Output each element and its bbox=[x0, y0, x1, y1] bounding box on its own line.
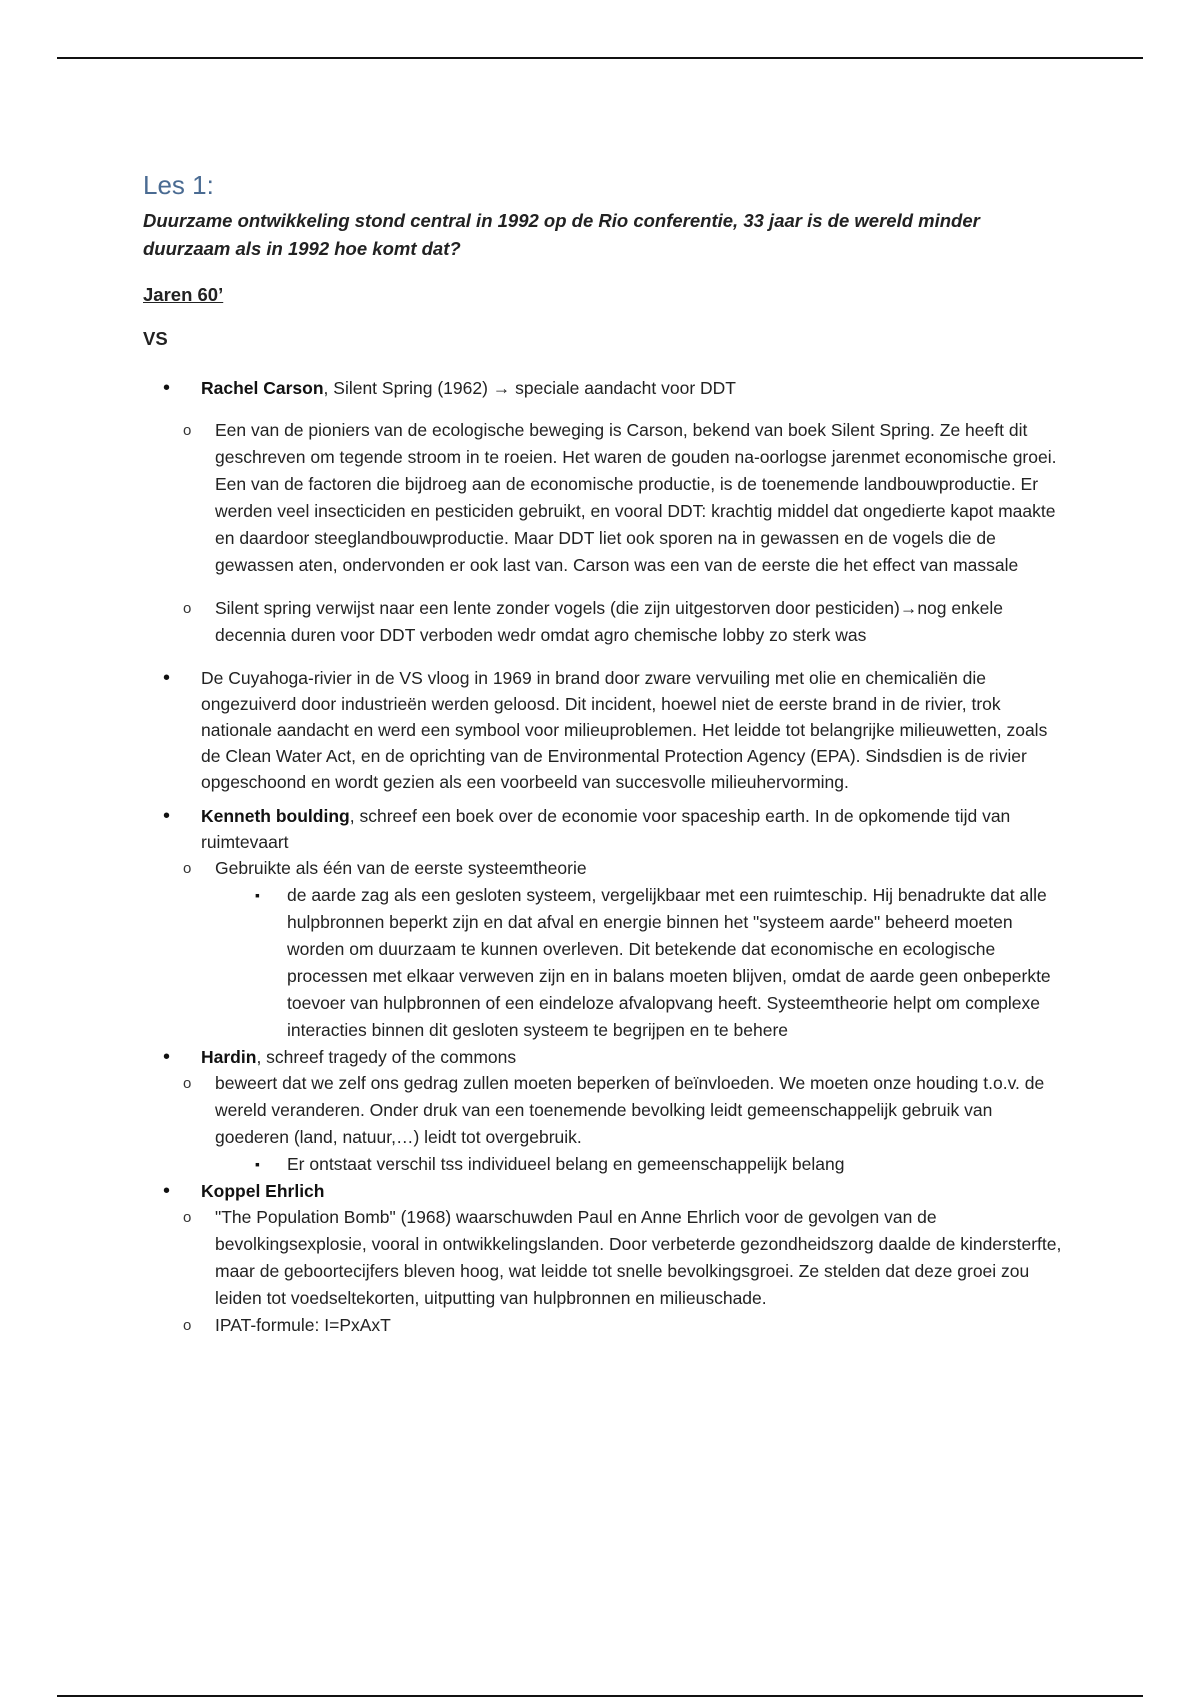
main-bullet-list bbox=[143, 375, 1063, 1339]
hardin-detail-1a: ▪ Er ontstaat verschil tss individueel belang en gemeenschappelijk belang bbox=[215, 1151, 1063, 1178]
person-name-carson: Rachel Carson bbox=[201, 378, 324, 398]
boulding-sublist bbox=[143, 855, 1063, 1044]
hardin-subsublist bbox=[215, 1151, 1063, 1178]
boulding-subsublist bbox=[215, 882, 1063, 1044]
boulding-summary: , schreef een boek over de economie voor spaceship earth. In de opkomende tijd van ruimtevaart bbox=[201, 806, 1011, 852]
boulding-detail-1-text: o Gebruikte als één van de eerste systeemtheorie bbox=[215, 858, 587, 878]
list-item-cuyahoga: • De Cuyahoga-rivier in de VS vloog in 1969 in brand door zware vervuiling met olie en chemicaliën die ongezuiverd door industrieën werden geloosd. Dit incident, hoewel niet de eerste brand in de rivier, trok nationale aandacht en werd een symbool voor milieuproblemen. Het leidde tot belangrijke milieuwetten, zoals de Clean Water Act, en de oprichting van de Environmental Protection Agency (EPA). Sindsdien is de rivier opgeschoond en wordt gezien als een voorbeeld van succesvolle milieuhervorming. bbox=[143, 665, 1063, 795]
list-item-hardin bbox=[143, 1044, 1063, 1178]
ehrlich-sublist bbox=[143, 1204, 1063, 1339]
ehrlich-detail-2: o IPAT-formule: I=PxAxT bbox=[143, 1312, 1063, 1339]
carson-detail-1: o Een van de pioniers van de ecologische beweging is Carson, bekend van boek Silent Spring. Ze heeft dit geschreven om tegende stroom in te roeien. Het waren de gouden na-oorlogse jarenmet economische groei. Een van de factoren die bijdroeg aan de economische productie, is de toenemende landbouwproductie. Er werden veel insecticiden en pesticiden gebruikt, en vooral DDT: krachtig middel dat ongedierte kapot maakte en daardoor steeglandbouwproductie. Maar DDT liet ook sporen na in gewassen en de vogels die de gewassen aten, ondervonden er ook last van. Carson was een van de eerste die het effect van massale bbox=[143, 417, 1063, 579]
hardin-detail-1-text: o beweert dat we zelf ons gedrag zullen moeten beperken of beïnvloeden. We moeten onze houding t.o.v. de wereld veranderen. Onder druk van een toenemende bevolking leidt gemeenschappelijk gebruik van goederen (land, natuur,…) leidt tot overgebruik. bbox=[215, 1073, 1045, 1147]
carson-sublist bbox=[143, 417, 1063, 649]
person-name-ehrlich: Koppel Ehrlich bbox=[201, 1181, 325, 1201]
section-heading-era: Jaren 60’ bbox=[143, 284, 224, 305]
hardin-summary: , schreef tragedy of the commons bbox=[256, 1047, 517, 1067]
boulding-detail-1a: ▪ de aarde zag als een gesloten systeem, vergelijkbaar met een ruimteschip. Hij benadrukte dat alle hulpbronnen beperkt zijn en dat afval en energie binnen het "systeem aarde" beheerd moeten worden om duurzaam te kunnen overleven. Dit betekende dat economische en ecologische processen met elkaar verweven zijn en in balans moeten blijven, omdat de aarde geen onbeperkte toevoer van hulpbronnen of een eindeloze afvalopvang heeft. Systeemtheorie helpt om complexe interacties binnen dit gesloten systeem te begrijpen en te behere bbox=[215, 882, 1063, 1044]
person-name-hardin: Hardin bbox=[201, 1047, 257, 1067]
section-heading-country: VS bbox=[143, 328, 168, 349]
carson-detail-2: o Silent spring verwijst naar een lente zonder vogels (die zijn uitgestorven door pesticiden)→nog enkele decennia duren voor DDT verboden wedr omdat agro chemische lobby zo sterk was bbox=[143, 595, 1063, 649]
hardin-detail-1 bbox=[143, 1070, 1063, 1178]
footer-rule bbox=[57, 1695, 1143, 1697]
carson-summary: , Silent Spring (1962) → speciale aandacht voor DDT bbox=[323, 378, 736, 398]
list-item-ehrlich bbox=[143, 1178, 1063, 1339]
list-item-boulding bbox=[143, 803, 1063, 1044]
lesson-question: Duurzame ontwikkeling stond central in 1992 op de Rio conferentie, 33 jaar is de wereld minder duurzaam als in 1992 hoe komt dat? bbox=[143, 210, 980, 259]
person-name-boulding: Kenneth boulding bbox=[201, 806, 350, 826]
ehrlich-detail-1: o "The Population Bomb" (1968) waarschuwden Paul en Anne Ehrlich voor de gevolgen van de bevolkingsexplosie, vooral in ontwikkelingslanden. Door verbeterde gezondheidszorg daalde de kindersterfte, maar de geboortecijfers bleven hoog, wat leidde tot snelle bevolkingsgroei. Ze stelden dat deze groei zou leiden tot voedseltekorten, uitputting van hulpbronnen en milieuschade. bbox=[143, 1204, 1063, 1312]
list-item-carson bbox=[143, 375, 1063, 649]
page-title: Les 1: bbox=[143, 170, 214, 200]
header-rule bbox=[57, 57, 1143, 59]
document-body bbox=[143, 170, 1063, 1339]
boulding-detail-1 bbox=[143, 855, 1063, 1044]
hardin-sublist bbox=[143, 1070, 1063, 1178]
